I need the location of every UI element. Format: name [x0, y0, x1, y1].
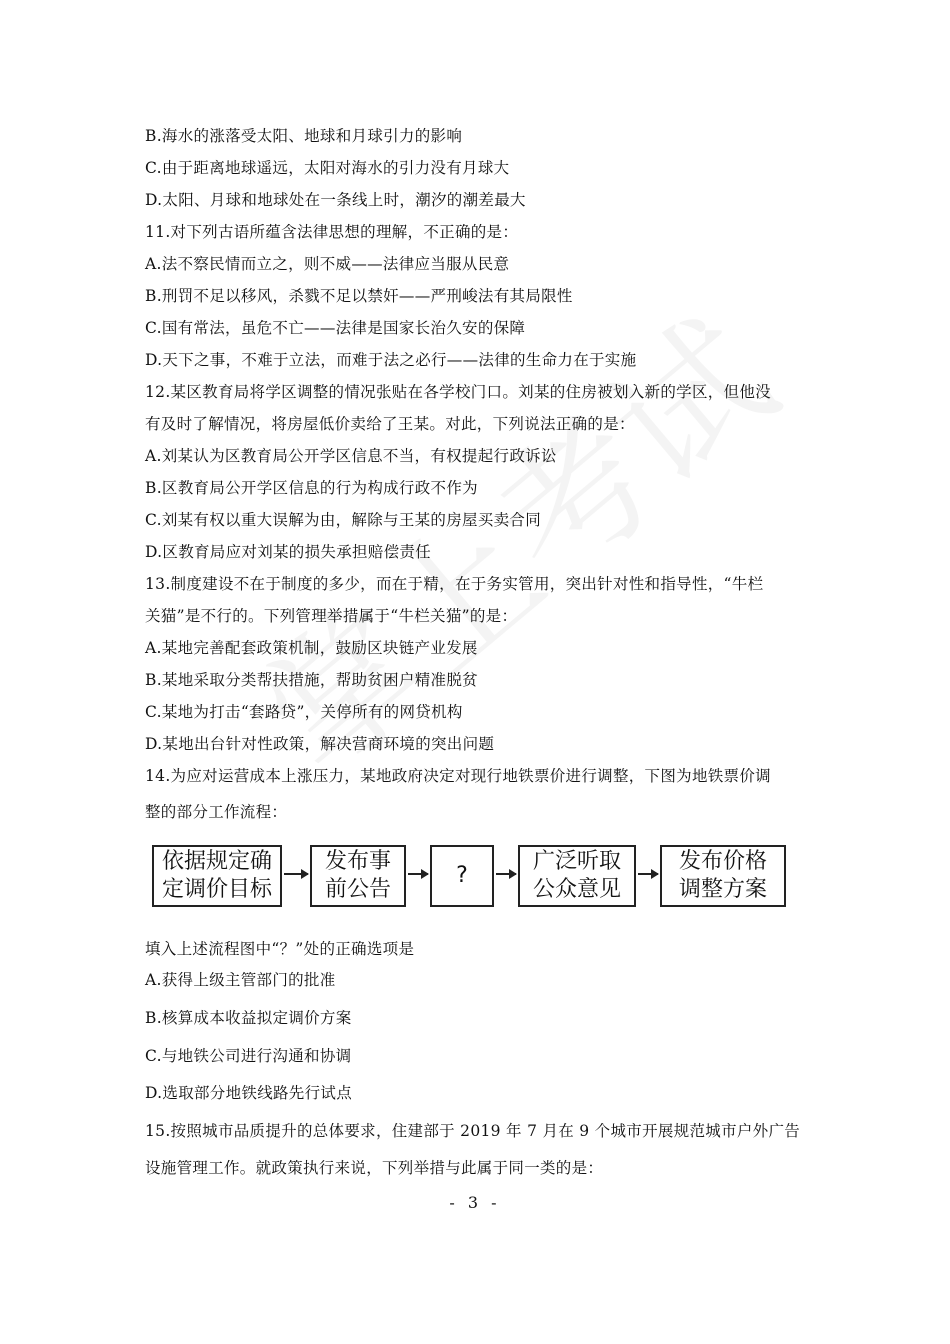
flow-box-5-line1: 发布价格 — [678, 849, 767, 874]
option-d-q13: D.某地出台针对性政策，解决营商环境的突出问题 — [145, 735, 495, 753]
flow-box-3-line1: ? — [456, 863, 468, 888]
option-a-q12: A.刘某认为区教育局公开学区信息不当，有权提起行政诉讼 — [145, 447, 557, 465]
question-14-prompt: 填入上述流程图中“？”处的正确选项是 — [145, 940, 415, 958]
question-15-line2: 设施管理工作。就政策执行来说，下列举措与此属于同一类的是： — [145, 1159, 604, 1177]
option-c-q12: C.刘某有权以重大误解为由，解除与王某的房屋买卖合同 — [145, 511, 542, 529]
flow-box-4 — [518, 845, 636, 907]
flow-box-4-line1: 广泛听取 — [532, 849, 621, 874]
option-a-q14: A.获得上级主管部门的批准 — [145, 971, 336, 989]
option-b-q11: B.刑罚不足以移风，杀戮不足以禁奸——严刑峻法有其局限性 — [145, 287, 573, 305]
option-b-q13: B.某地采取分类帮扶措施，帮助贫困户精准脱贫 — [145, 671, 478, 689]
flow-box-3 — [430, 845, 494, 907]
flow-box-4-line2: 公众意见 — [532, 877, 621, 902]
option-b-q14: B.核算成本收益拟定调价方案 — [145, 1009, 352, 1027]
flow-box-2 — [310, 845, 406, 907]
option-d-q10: D.太阳、月球和地球处在一条线上时，潮汐的潮差最大 — [145, 191, 526, 209]
page-number: - 3 - — [449, 1193, 501, 1212]
option-c-q14: C.与地铁公司进行沟通和协调 — [145, 1047, 352, 1065]
question-15-line1: 15.按照城市品质提升的总体要求，住建部于 2019 年 7 月在 9 个城市开展规范城市户外广告 — [145, 1122, 801, 1140]
flow-arrow-3 — [496, 873, 516, 875]
option-a-q11: A.法不察民情而立之，则不威——法律应当服从民意 — [145, 255, 510, 273]
question-13-line2: 关猫”是不行的。下列管理举措属于“牛栏关猫”的是： — [145, 607, 518, 625]
option-c-q10: C.由于距离地球遥远，太阳对海水的引力没有月球大 — [145, 159, 510, 177]
option-d-q11: D.天下之事，不难于立法，而难于法之必行——法律的生命力在于实施 — [145, 351, 637, 369]
flow-arrow-4 — [638, 873, 658, 875]
flow-box-1-line2: 定调价目标 — [161, 877, 272, 902]
flow-arrow-1 — [284, 873, 308, 875]
question-14-line2: 整的部分工作流程： — [145, 803, 288, 821]
flow-box-1 — [152, 845, 282, 907]
flowchart — [150, 845, 790, 915]
question-14-line1: 14.为应对运营成本上涨压力，某地政府决定对现行地铁票价进行调整，下图为地铁票价调 — [145, 767, 771, 785]
option-c-q11: C.国有常法，虽危不亡——法律是国家长治久安的保障 — [145, 319, 526, 337]
flow-box-5-line2: 调整方案 — [678, 877, 767, 902]
watermark — [211, 262, 809, 813]
flow-box-5 — [660, 845, 786, 907]
option-b-q10: B.海水的涨落受太阳、地球和月球引力的影响 — [145, 127, 463, 145]
flow-arrow-2 — [408, 873, 428, 875]
option-b-q12: B.区教育局公开学区信息的行为构成行政不作为 — [145, 479, 478, 497]
question-13-line1: 13.制度建设不在于制度的多少，而在于精，在于务实管用，突出针对性和指导性，“牛栏 — [145, 575, 764, 593]
option-c-q13: C.某地为打击“套路贷”，关停所有的网贷机构 — [145, 703, 463, 721]
flow-box-1-line1: 依据规定确 — [161, 849, 272, 874]
question-12-line2: 有及时了解情况，将房屋低价卖给了王某。对此，下列说法正确的是： — [145, 415, 635, 433]
question-11: 11.对下列古语所蕴含法律思想的理解，不正确的是： — [145, 223, 519, 241]
option-d-q14: D.选取部分地铁线路先行试点 — [145, 1084, 353, 1102]
option-d-q12: D.区教育局应对刘某的损失承担赔偿责任 — [145, 543, 432, 561]
flow-box-2-line2: 前公告 — [324, 877, 391, 902]
flow-box-2-line1: 发布事 — [324, 849, 391, 874]
question-12-line1: 12.某区教育局将学区调整的情况张贴在各学校门口。刘某的住房被划入新的学区，但他没 — [145, 383, 771, 401]
option-a-q13: A.某地完善配套政策机制，鼓励区块链产业发展 — [145, 639, 478, 657]
